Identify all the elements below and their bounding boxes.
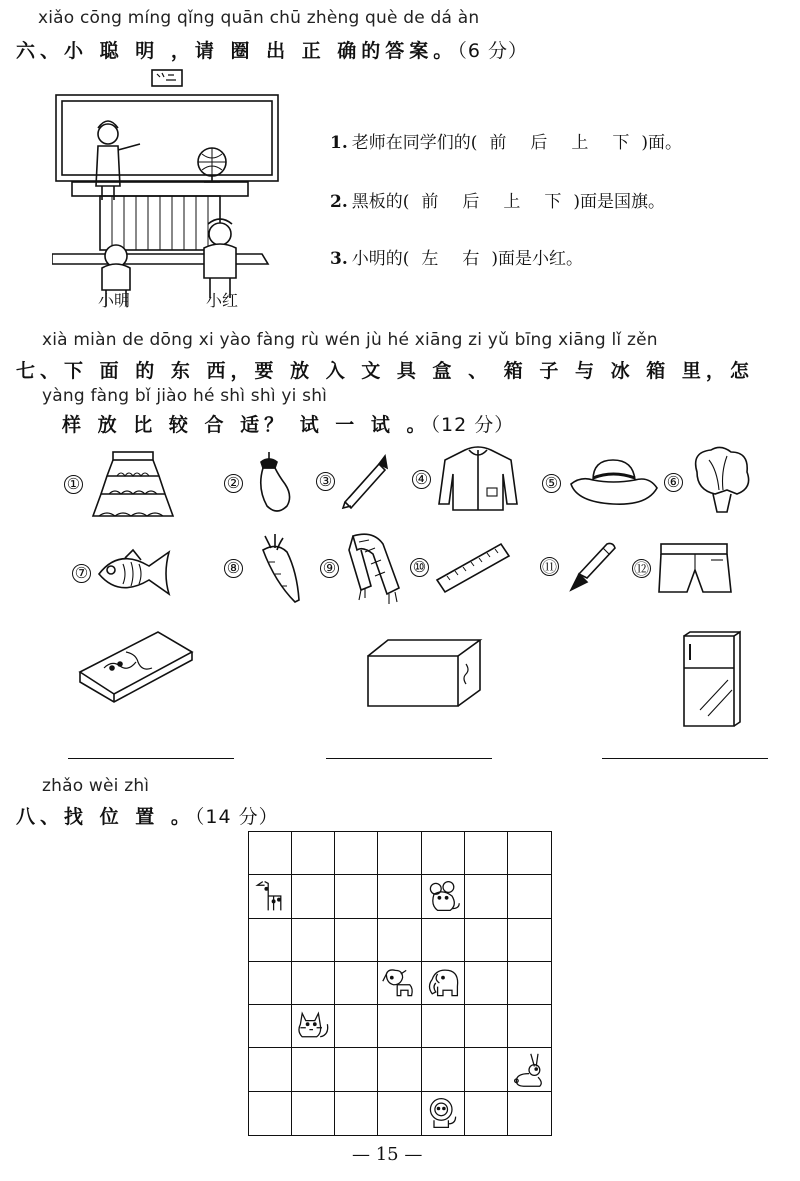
grid-cell[interactable] (508, 1092, 551, 1135)
option-down[interactable]: 下 (544, 192, 562, 212)
answer-line-pencil-case[interactable] (68, 758, 234, 759)
grid-cell[interactable] (378, 1005, 421, 1048)
ruler-icon (433, 540, 513, 594)
section7-title-1: 七、下 面 的 东 西，要 放 入 文 具 盒 、 箱 子 与 冰 箱 里，怎 (16, 360, 754, 382)
grid-cell[interactable] (465, 875, 508, 918)
fish-icon (95, 548, 175, 598)
grid-cell[interactable] (292, 875, 335, 918)
giraffe-icon (252, 878, 288, 914)
section7-title-2-text: 样 放 比 较 合 适？ 试 一 试 。 (62, 414, 431, 436)
option-right[interactable]: 右 (462, 249, 480, 269)
grid-cell[interactable] (378, 875, 421, 918)
grid-cell[interactable] (249, 1005, 292, 1048)
grid-cell[interactable] (335, 919, 378, 962)
grid-cell[interactable] (422, 1048, 465, 1091)
eggplant-icon (247, 450, 297, 516)
pen-icon (563, 536, 623, 596)
item-number: ⑤ (542, 474, 561, 493)
item-hat[interactable] (542, 456, 661, 510)
question-1 (330, 128, 682, 153)
section6-pinyin: xiǎo cōng míng qǐng quān chū zhèng què de dá àn (38, 8, 480, 28)
boy-label: 小明 (98, 291, 131, 310)
item-number: ③ (316, 472, 335, 491)
option-front[interactable]: 前 (421, 192, 439, 212)
item-pencil[interactable] (316, 452, 391, 510)
question-3 (330, 244, 583, 269)
item-number: ⑩ (410, 558, 429, 577)
section7-pinyin-2: yàng fàng bǐ jiào hé shì shì yi shì (42, 386, 328, 406)
grid-cell[interactable] (378, 919, 421, 962)
grid-cell[interactable] (378, 1092, 421, 1135)
section6-title: 六、小 聪 明 ，请 圈 出 正 确的答案。 (16, 40, 458, 62)
item-number: ⑥ (664, 473, 683, 492)
grid-cell[interactable] (335, 1048, 378, 1091)
classroom-illustration (52, 68, 282, 320)
grid-cell[interactable] (422, 919, 465, 962)
grid-cell[interactable] (249, 875, 292, 918)
grid-cell[interactable] (422, 1092, 465, 1135)
grid-cell[interactable] (292, 1048, 335, 1091)
item-number: ⑦ (72, 564, 91, 583)
section7-pinyin-1: xià miàn de dōng xi yào fàng rù wén jù hé xiāng zi yǔ bīng xiāng lǐ zěn (42, 330, 658, 350)
grid-cell[interactable] (292, 919, 335, 962)
grid-cell[interactable] (292, 962, 335, 1005)
page-number: — 15 — (352, 1144, 423, 1165)
item-pen[interactable] (540, 536, 623, 596)
grid-cell[interactable] (378, 962, 421, 1005)
item-cabbage[interactable] (664, 446, 753, 518)
item-carrot[interactable] (224, 532, 307, 604)
section8-pinyin: zhǎo wèi zhì (42, 776, 150, 796)
grid-cell[interactable] (422, 875, 465, 918)
grid-cell[interactable] (292, 1005, 335, 1048)
item-ruler[interactable] (410, 540, 513, 594)
grid-cell[interactable] (249, 832, 292, 875)
elephant-icon (425, 965, 461, 1001)
option-left[interactable]: 左 (421, 249, 439, 269)
fridge-icon (680, 630, 744, 730)
grid-cell[interactable] (249, 962, 292, 1005)
mouse-icon (425, 878, 461, 914)
item-number: ⑧ (224, 559, 243, 578)
container-pencil-case[interactable] (74, 630, 198, 708)
option-front[interactable]: 前 (489, 133, 507, 153)
section7-score: （12 分） (430, 414, 515, 436)
grid-cell[interactable] (378, 1048, 421, 1091)
grid-cell[interactable] (465, 919, 508, 962)
question-2-suffix: )面是国旗。 (573, 192, 666, 212)
pencil-case-icon (74, 630, 198, 704)
girl-label: 小红 (206, 291, 239, 310)
section6-score: （6 分） (457, 40, 528, 62)
item-number: ⑫ (633, 559, 649, 578)
option-back[interactable]: 后 (462, 192, 480, 212)
cabbage-icon (687, 446, 753, 518)
option-down[interactable]: 下 (612, 133, 630, 153)
item-skirt[interactable] (64, 448, 179, 520)
question-3-prefix: 小明的( (351, 249, 410, 269)
question-3-number: 3. (330, 249, 348, 269)
container-fridge[interactable] (680, 630, 744, 734)
grid-cell[interactable] (508, 919, 551, 962)
classroom-drawing (52, 68, 282, 320)
grid-cell[interactable] (335, 832, 378, 875)
grid-cell[interactable] (422, 832, 465, 875)
question-1-prefix: 老师在同学们的( (351, 133, 478, 153)
grid-cell[interactable] (335, 1092, 378, 1135)
hat-icon (565, 456, 661, 510)
grid-cell[interactable] (292, 832, 335, 875)
grid-cell[interactable] (508, 875, 551, 918)
grid-cell[interactable] (335, 962, 378, 1005)
answer-line-fridge[interactable] (602, 758, 768, 759)
container-box[interactable] (364, 636, 486, 714)
grid-cell[interactable] (508, 1005, 551, 1048)
box-icon (364, 636, 486, 710)
jacket-icon (435, 446, 521, 512)
item-number: ① (64, 475, 83, 494)
carrot-icon (247, 532, 307, 604)
section8-title: 八、找 位 置 。 (16, 806, 195, 828)
section8-heading (16, 802, 279, 829)
grid-cell[interactable] (508, 1048, 551, 1091)
rabbit-icon (511, 1052, 547, 1088)
shorts-icon (655, 540, 735, 596)
grid-cell[interactable] (422, 1005, 465, 1048)
grid-cell[interactable] (508, 962, 551, 1005)
item-number: ② (224, 474, 243, 493)
section8-score: （14 分） (194, 806, 279, 828)
dog-icon (381, 965, 417, 1001)
grid-cell[interactable] (335, 875, 378, 918)
section6-heading (16, 36, 528, 63)
grid-cell[interactable] (465, 1048, 508, 1091)
grid-cell[interactable] (292, 1092, 335, 1135)
question-2 (330, 187, 665, 212)
item-eggplant[interactable] (224, 450, 297, 516)
item-number: ④ (412, 470, 431, 489)
grid-cell[interactable] (249, 1092, 292, 1135)
grid-cell[interactable] (335, 1005, 378, 1048)
option-up[interactable]: 上 (503, 192, 521, 212)
flag-icon (152, 70, 182, 86)
grid-cell[interactable] (378, 832, 421, 875)
item-number: ⑨ (320, 559, 339, 578)
item-shorts[interactable] (632, 540, 735, 596)
section7-title-2 (62, 410, 514, 437)
grid-cell[interactable] (465, 1092, 508, 1135)
question-1-number: 1. (330, 133, 348, 153)
skirt-icon (87, 448, 179, 520)
cat-icon (295, 1008, 331, 1044)
question-2-prefix: 黑板的( (351, 192, 410, 212)
grid-cell[interactable] (465, 832, 508, 875)
grid-cell[interactable] (249, 919, 292, 962)
grid-cell[interactable] (249, 1048, 292, 1091)
item-number: ⑪ (541, 557, 557, 576)
option-back[interactable]: 后 (530, 133, 548, 153)
grid-cell[interactable] (465, 962, 508, 1005)
item-scarf[interactable] (320, 530, 407, 606)
question-1-suffix: )面。 (641, 133, 683, 153)
question-2-number: 2. (330, 192, 348, 212)
answer-line-box[interactable] (326, 758, 492, 759)
pencil-icon (339, 452, 391, 510)
position-grid (248, 831, 552, 1136)
item-jacket[interactable] (412, 446, 521, 512)
item-fish[interactable] (72, 548, 175, 598)
option-up[interactable]: 上 (571, 133, 589, 153)
grid-cell[interactable] (508, 832, 551, 875)
lion-icon (425, 1095, 461, 1131)
question-3-suffix: )面是小红。 (491, 249, 584, 269)
grid-cell[interactable] (422, 962, 465, 1005)
grid-cell[interactable] (465, 1005, 508, 1048)
scarf-icon (343, 530, 407, 606)
